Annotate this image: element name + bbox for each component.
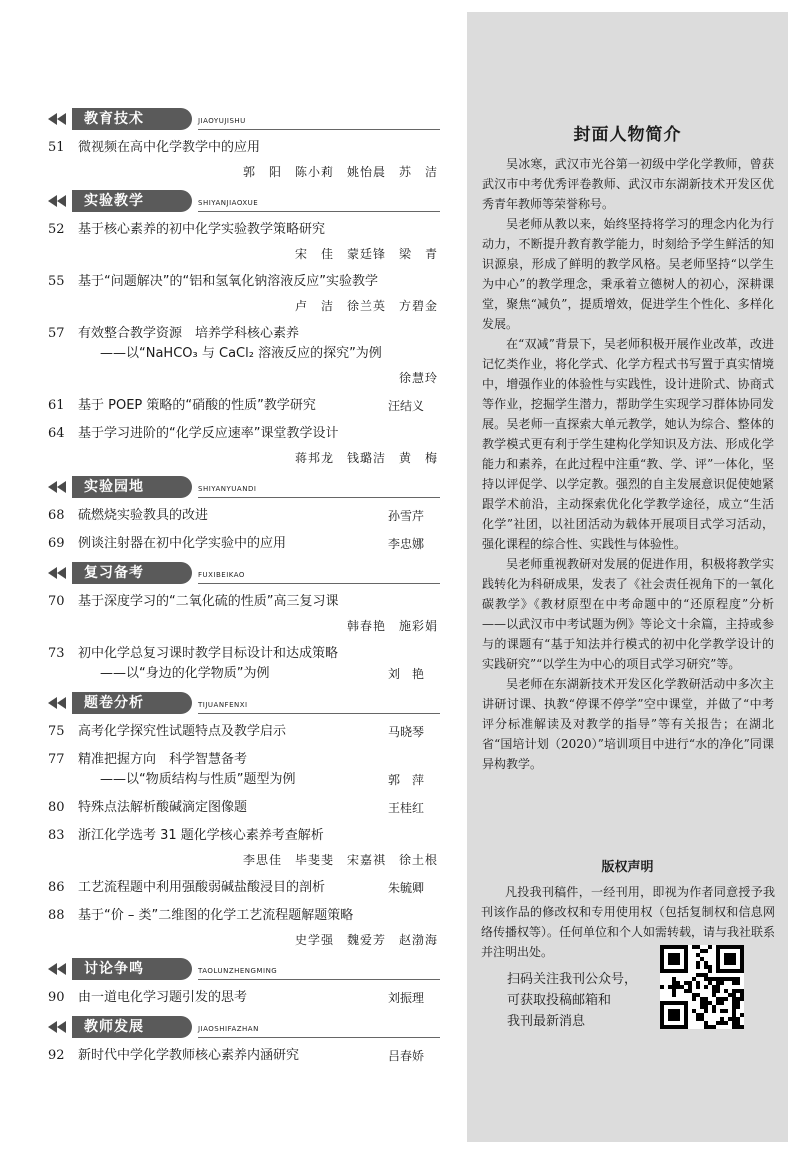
triangle-icon (57, 963, 66, 975)
triangle-icon (57, 481, 66, 493)
triangle-icon (48, 113, 57, 125)
toc-entry[interactable] (48, 722, 440, 742)
qr-code-icon[interactable] (660, 945, 744, 1029)
article-title: 硫燃烧实验教具的改进 (78, 508, 209, 523)
triangle-icon (57, 1021, 66, 1033)
article-title: 有效整合教学资源 培养学科核心素养 (78, 326, 300, 341)
qr-caption-line: 可获取投稿邮箱和 (507, 993, 612, 1008)
triangle-icon (48, 1021, 57, 1033)
triangle-icon (57, 113, 66, 125)
toc-entry[interactable] (48, 988, 440, 1008)
cover-person-panel (467, 12, 788, 1142)
qr-caption-line: 我刊最新消息 (507, 1014, 586, 1029)
article-authors: 史学强 魏爱芳 赵渤海 (294, 933, 438, 947)
triangle-icon (57, 567, 66, 579)
article-title: 基于“价 – 类”二维图的化学工艺流程题解题策略 (78, 908, 354, 923)
toc-entry[interactable] (48, 1046, 440, 1066)
page-number: 64 (48, 426, 65, 441)
bio-paragraph: 吴老师在东湖新技术开发区化学教研活动中多次主讲研讨课、执教“停课不停学”空中课堂，并做了“中考评分标准解读及对教学的指导”等有关报告；在湖北省“国培计划（2020）”培训项目中进行“水的净化”同课异构教学。 (482, 677, 774, 771)
bio-paragraph: 吴老师重视教研对发展的促进作用，积极将教学实践转化为科研成果，发表了《社会责任视角下的一氧化碳教学》《教材原型在中考命题中的“还原程度”分析——以武汉市中考试题为例》等论文十余篇，主持或参与的课题有“基于知法并行模式的初中化学教学设计的实践研究”“以学生为中心的项目式学习研究”等。 (482, 557, 774, 671)
page-number: 75 (48, 724, 65, 739)
bio-paragraph: 吴冰寒，武汉市光谷第一初级中学化学教师，曾获武汉市中考优秀评卷教师、武汉市东湖新技术开发区优秀青年教师等荣誉称号。 (482, 157, 774, 211)
section-header (48, 476, 440, 498)
section-pinyin: SHIYANJIAOXUE (198, 199, 259, 207)
article-title: 基于核心素养的初中化学实验教学策略研究 (78, 222, 326, 237)
section-rule (198, 497, 440, 498)
page-number: 88 (48, 908, 65, 923)
triangle-icon (48, 481, 57, 493)
section-pinyin: JIAOYUJISHU (198, 117, 246, 125)
article-title: 工艺流程题中利用强酸弱碱盐酸浸目的剖析 (78, 880, 326, 895)
article-authors: 蒋邦龙 钱璐洁 黄 梅 (294, 451, 438, 465)
copyright-heading: 版权声明 (601, 860, 654, 875)
article-authors: 卢 洁 徐兰英 方碧金 (294, 299, 438, 313)
section-rule (198, 979, 440, 980)
page-number: 90 (48, 990, 65, 1005)
section-label: 讨论争鸣 (72, 958, 192, 980)
toc-entry[interactable] (48, 878, 440, 898)
article-subtitle: ——以“身边的化学物质”为例 (100, 666, 270, 681)
triangle-icon (57, 697, 66, 709)
page-number: 92 (48, 1048, 65, 1063)
section-label: 教师发展 (72, 1016, 192, 1038)
page-number: 77 (48, 752, 65, 767)
toc-entry[interactable] (48, 220, 440, 264)
page-number: 73 (48, 646, 65, 661)
article-subtitle: ——以“NaHCO₃ 与 CaCl₂ 溶液反应的探究”为例 (100, 346, 382, 361)
section-header (48, 108, 440, 130)
article-authors: 宋 佳 蒙廷锋 梁 青 (294, 247, 438, 261)
article-title: 基于“问题解决”的“铝和氢氧化钠溶液反应”实验教学 (78, 274, 378, 289)
bio-text (482, 154, 774, 774)
bio-paragraph: 吴老师从教以来，始终坚持将学习的理念内化为行动力，不断提升教育教学能力，时刻给予学生鲜活的知识源泉，形成了鲜明的教学风格。吴老师坚持“以学生为中心”的教学理念，秉承着立德树人的初心，深耕课堂，聚焦“减负”，提质增效，促进学生个性化、多样化发展。 (482, 217, 774, 331)
toc-entry[interactable] (48, 592, 440, 636)
article-title: 新时代中学化学教师核心素养内涵研究 (78, 1048, 300, 1063)
section-rule (198, 1037, 440, 1038)
article-title: 例谈注射器在初中化学实验中的应用 (78, 536, 287, 551)
article-author: 刘振理 (388, 991, 425, 1005)
page-number: 57 (48, 326, 65, 341)
article-author: 李忠娜 (388, 537, 425, 551)
section-pinyin: TIJUANFENXI (198, 701, 248, 709)
triangle-icon (48, 567, 57, 579)
toc-entry[interactable] (48, 798, 440, 818)
article-author: 刘 艳 (388, 667, 425, 681)
toc-entry[interactable] (48, 272, 440, 316)
article-title: 特殊点法解析酸碱滴定图像题 (78, 800, 248, 815)
article-title: 浙江化学选考 31 题化学核心素养考查解析 (78, 828, 324, 843)
toc-entry[interactable] (48, 534, 440, 554)
article-title: 精准把握方向 科学智慧备考 (78, 752, 248, 767)
toc-entry[interactable] (48, 506, 440, 526)
toc-entry[interactable] (48, 424, 440, 468)
triangle-icon (48, 963, 57, 975)
section-rule (198, 211, 440, 212)
section-rule (198, 713, 440, 714)
section-label: 实验教学 (72, 190, 192, 212)
article-title: 基于深度学习的“二氧化硫的性质”高三复习课 (78, 594, 339, 609)
page-number: 55 (48, 274, 65, 289)
page-number: 80 (48, 800, 65, 815)
article-author: 马晓琴 (388, 725, 425, 739)
page-number: 69 (48, 536, 65, 551)
table-of-contents (48, 104, 440, 1074)
article-subtitle: ——以“物质结构与性质”题型为例 (100, 772, 296, 787)
triangle-icon (48, 697, 57, 709)
toc-entry[interactable] (48, 750, 440, 790)
section-header (48, 692, 440, 714)
toc-entry[interactable] (48, 324, 440, 388)
section-header (48, 562, 440, 584)
article-author: 孙雪芹 (388, 509, 425, 523)
article-authors: 李思佳 毕斐斐 宋嘉祺 徐土根 (242, 853, 438, 867)
section-rule (198, 129, 440, 130)
article-authors: 徐慧玲 (398, 371, 438, 385)
toc-entry[interactable] (48, 906, 440, 950)
toc-entry[interactable] (48, 644, 440, 684)
article-title: 初中化学总复习课时教学目标设计和达成策略 (78, 646, 339, 661)
section-pinyin: SHIYANYUANDI (198, 485, 257, 493)
page-number: 68 (48, 508, 65, 523)
article-author: 朱毓卿 (388, 881, 425, 895)
copyright-paragraph: 凡投我刊稿件，一经刊用，即视为作者同意授予我刊该作品的修改权和专用使用权（包括复制权和信息网络传播权等）。任何单位和个人如需转载，请与我社联系并注明出处。 (481, 885, 776, 959)
page-number: 83 (48, 828, 65, 843)
section-label: 教育技术 (72, 108, 192, 130)
section-label: 复习备考 (72, 562, 192, 584)
article-title: 由一道电化学习题引发的思考 (78, 990, 248, 1005)
section-rule (198, 583, 440, 584)
section-header (48, 1016, 440, 1038)
section-pinyin: FUXIBEIKAO (198, 571, 245, 579)
page-number: 70 (48, 594, 65, 609)
toc-entry[interactable] (48, 138, 440, 182)
article-authors: 郭 阳 陈小莉 姚怡晨 苏 洁 (242, 165, 438, 179)
triangle-icon (48, 195, 57, 207)
triangle-icon (57, 195, 66, 207)
section-label: 实验园地 (72, 476, 192, 498)
article-author: 吕春娇 (388, 1049, 425, 1063)
article-authors: 韩春艳 施彩娟 (346, 619, 438, 633)
article-title: 高考化学探究性试题特点及教学启示 (78, 724, 287, 739)
qr-caption (507, 969, 677, 1032)
toc-entry[interactable] (48, 826, 440, 870)
page-number: 61 (48, 398, 65, 413)
toc-entry[interactable] (48, 396, 440, 416)
qr-caption-line: 扫码关注我刊公众号， (507, 972, 638, 987)
page-number: 52 (48, 222, 65, 237)
page-number: 86 (48, 880, 65, 895)
article-title: 基于学习进阶的“化学反应速率”课堂教学设计 (78, 426, 339, 441)
section-label: 题卷分析 (72, 692, 192, 714)
article-author: 汪结义 (388, 399, 425, 413)
bio-paragraph: 在“双减”背景下，吴老师积极开展作业改革，改进记忆类作业，将化学式、化学方程式书写置于真实情境中，增强作业的体验性与实践性，设计进阶式、协商式等作业，挖掘学生潜力，帮助学生实现学习群体协同发展。吴老师一直探索大单元教学，她认为综合、整体的教学模式更有利于学生建构化学知识及方法、形成化学能力和素养，在此过程中注重“教、学、评”一体化，坚持以评促学、以学定教。强烈的自主发展意识促使她紧跟学术前沿，主动探索优化化学教学途径，成立“生活化学”社团，以社团活动为载体开展项目式学习活动，强化课程的综合性、实践性与体验性。 (482, 337, 774, 551)
section-pinyin: TAOLUNZHENGMING (198, 967, 278, 975)
article-title: 基于 POEP 策略的“硝酸的性质”教学研究 (78, 398, 316, 413)
section-pinyin: JIAOSHIFAZHAN (198, 1025, 259, 1033)
article-title: 微视频在高中化学教学中的应用 (78, 140, 261, 155)
article-author: 郭 萍 (388, 773, 425, 787)
section-header (48, 958, 440, 980)
page-number: 51 (48, 140, 65, 155)
article-author: 王桂红 (388, 801, 425, 815)
panel-heading: 封面人物简介 (573, 125, 682, 145)
section-header (48, 190, 440, 212)
